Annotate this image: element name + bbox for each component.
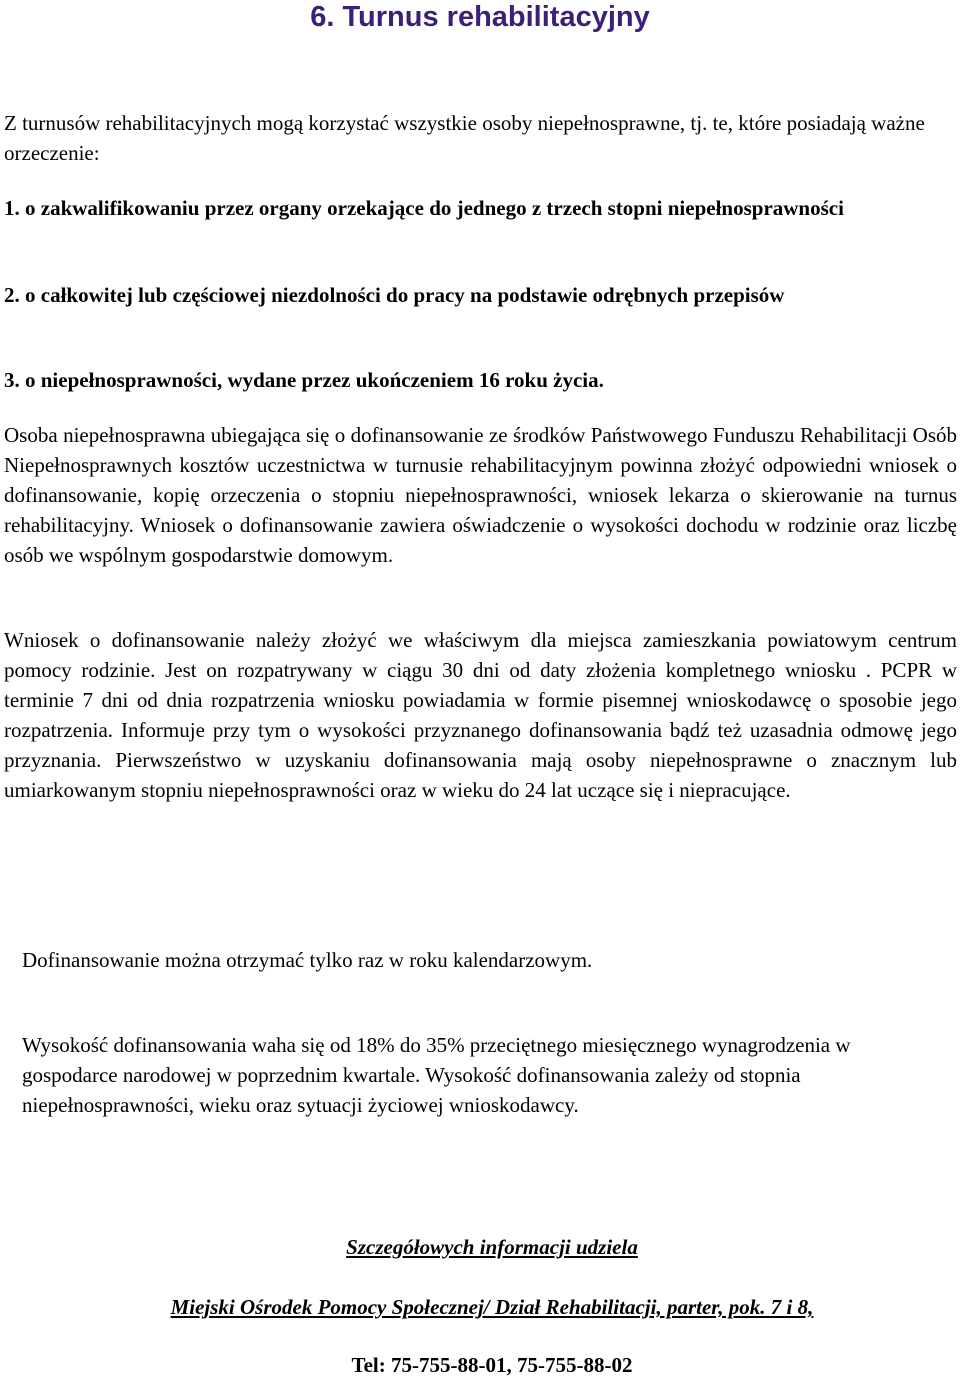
list-item-text: o całkowitej lub częściowej niezdolności do pracy na podstawie odrębnych przepisów — [25, 283, 785, 307]
details-label: Szczegółowych informacji udziela — [346, 1235, 638, 1259]
list-item-number: 1. — [4, 196, 20, 220]
list-item — [4, 365, 954, 395]
list-item-text: o zakwalifikowaniu przez organy orzekające do jednego z trzech stopni niepełnosprawności — [25, 196, 844, 220]
submission-paragraph: Wniosek o dofinansowanie należy złożyć we właściwym dla miejsca zamieszkania powiatowym centrum pomocy rodzinie. Jest on rozpatrywany w ciągu 30 dni od daty złożenia kompletnego wniosku . PCPR w terminie 7 dni od dnia rozpatrzenia wniosku powiadamia w formie pisemnej wnioskodawcę o sposobie jego rozpatrzenia. Informuje przy tym o wysokości przyznanego dofinansowania bądź też uzasadnia odmowę jego przyznania. Pierwszeństwo w uzyskaniu dofinansowania mają osoby niepełnosprawne o znacznym lub umiarkowanym stopniu niepełnosprawności oraz w wieku do 24 lat uczące się i niepracujące. — [4, 628, 957, 802]
phone-numbers: Tel: 75-755-88-01, 75-755-88-02 — [351, 1353, 633, 1377]
application-paragraph: Osoba niepełnosprawna ubiegająca się o dofinansowanie ze środków Państwowego Funduszu Rehabilitacji Osób Niepełnosprawnych kosztów uczestnictwa w turnusie rehabilitacyjnym powinna złożyć odpowiedni wniosek o dofinansowanie, kopię orzeczenia o stopniu niepełnosprawności, wniosek lekarza o skierowanie na turnus rehabilitacyjny. Wniosek o dofinansowanie zawiera oświadczenie o wysokości dochodu w rodzinie oraz liczbę osób we wspólnym gospodarstwie domowym. — [4, 423, 957, 567]
list-item-number: 2. — [4, 283, 20, 307]
office-address: Miejski Ośrodek Pomocy Społecznej/ Dział Rehabilitacji, parter, pok. 7 i 8, — [170, 1295, 814, 1319]
list-item-number: 3. — [4, 368, 20, 392]
intro-paragraph: Z turnusów rehabilitacyjnych mogą korzystać wszystkie osoby niepełnosprawne, tj. te, które posiadają ważne orzeczenie: — [4, 111, 925, 165]
once-a-year-paragraph: Dofinansowanie można otrzymać tylko raz w roku kalendarzowym. — [22, 948, 593, 972]
page-title: 6. Turnus rehabilitacyjny — [310, 1, 650, 33]
list-item — [4, 280, 954, 310]
list-item — [4, 193, 954, 223]
amount-paragraph: Wysokość dofinansowania waha się od 18% do 35% przeciętnego miesięcznego wynagrodzenia w gospodarce narodowej w poprzednim kwartale. Wysokość dofinansowania zależy od stopnia niepełnosprawności, wieku oraz sytuacji życiowej wnioskodawcy. — [22, 1033, 851, 1117]
list-item-text: o niepełnosprawności, wydane przez ukończeniem 16 roku życia. — [25, 368, 604, 392]
